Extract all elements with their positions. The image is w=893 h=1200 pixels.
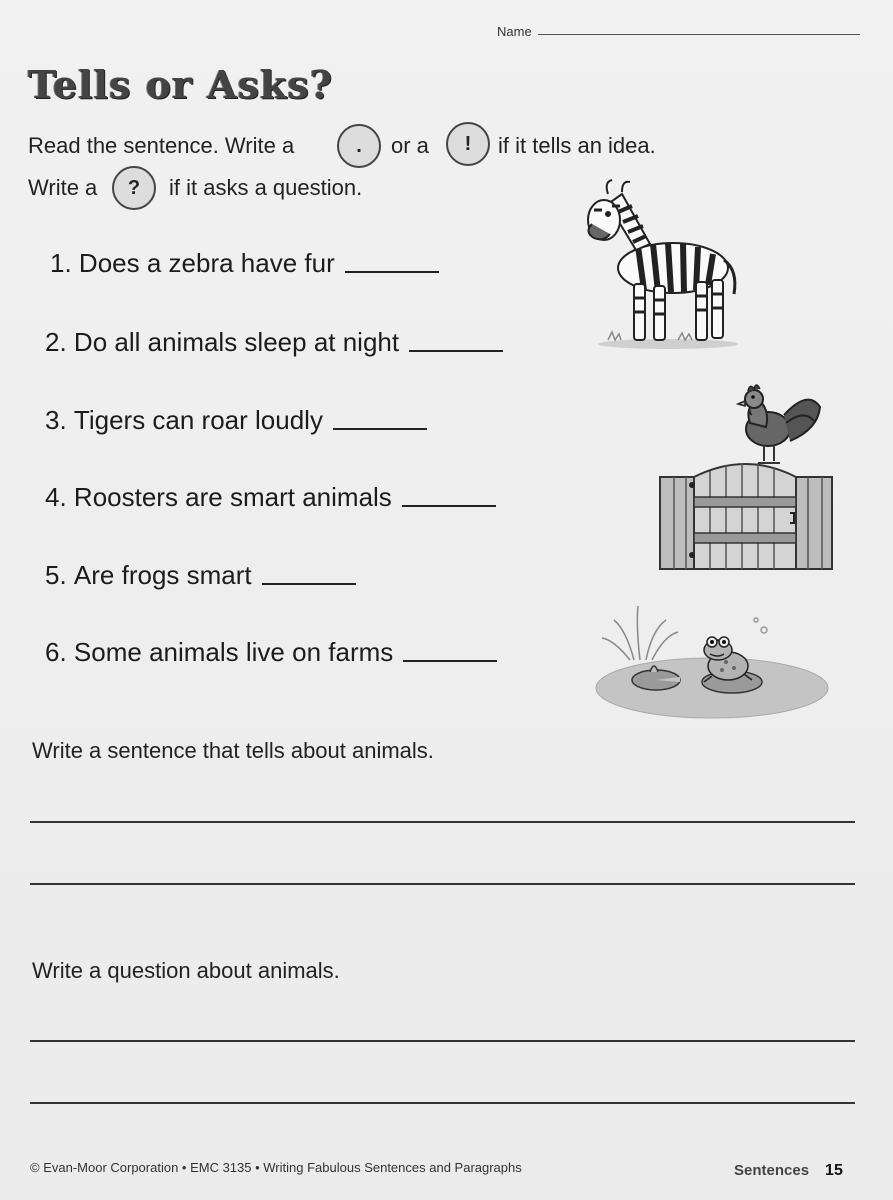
period-symbol: . [356,134,362,157]
name-label: Name [497,24,532,39]
item-text: Some animals live on farms [73,637,394,667]
answer-blank[interactable] [409,350,503,352]
instruction-text-2a: Write a [28,175,98,200]
frog-pond-illustration [594,600,829,720]
rooster-gate-illustration [656,385,826,570]
item-number: 1. [50,248,72,278]
list-item [45,637,497,668]
writing-line[interactable] [30,1102,855,1104]
name-line[interactable] [538,34,860,35]
list-item [45,560,356,591]
item-text: Roosters are smart animals [73,482,392,512]
item-number: 3. [45,405,67,435]
item-text: Do all animals sleep at night [73,327,400,357]
question-symbol-circle [112,166,156,210]
item-text: Tigers can roar loudly [73,405,323,435]
exclamation-symbol-circle [446,122,490,166]
footer-section [734,1162,843,1180]
writing-line[interactable] [30,1040,855,1042]
answer-blank[interactable] [345,271,439,273]
item-number: 6. [45,637,67,667]
exclamation-symbol: ! [464,132,472,155]
item-number: 4. [45,482,67,512]
instruction-text-2b: if it asks a question. [169,175,363,200]
item-text: Does a zebra have fur [78,248,335,278]
question-symbol: ? [127,176,141,199]
section-label: Sentences [734,1162,810,1179]
answer-blank[interactable] [333,428,427,430]
zebra-illustration [578,180,743,352]
list-item [45,482,496,513]
answer-blank[interactable] [403,660,497,662]
writing-line[interactable] [30,883,855,885]
item-text: Are frogs smart [73,560,252,590]
writing-line[interactable] [30,821,855,823]
prompt-tell: Write a sentence that tells about animals. [32,738,434,763]
page-number: 15 [825,1162,843,1179]
list-item [50,248,439,279]
list-item [45,327,503,358]
instruction-text-1b: or a [391,133,429,158]
answer-blank[interactable] [262,583,356,585]
list-item [45,405,427,436]
footer-copyright: © Evan-Moor Corporation • EMC 3135 • Writing Fabulous Sentences and Paragraphs [30,1160,522,1175]
item-number: 5. [45,560,67,590]
answer-blank[interactable] [402,505,496,507]
page-title: Tells or Asks? [28,62,334,107]
period-symbol-circle [337,124,381,168]
item-number: 2. [45,327,67,357]
prompt-ask: Write a question about animals. [32,958,340,983]
instruction-text-1c: if it tells an idea. [498,133,656,158]
instruction-text-1a: Read the sentence. Write a [28,133,295,158]
